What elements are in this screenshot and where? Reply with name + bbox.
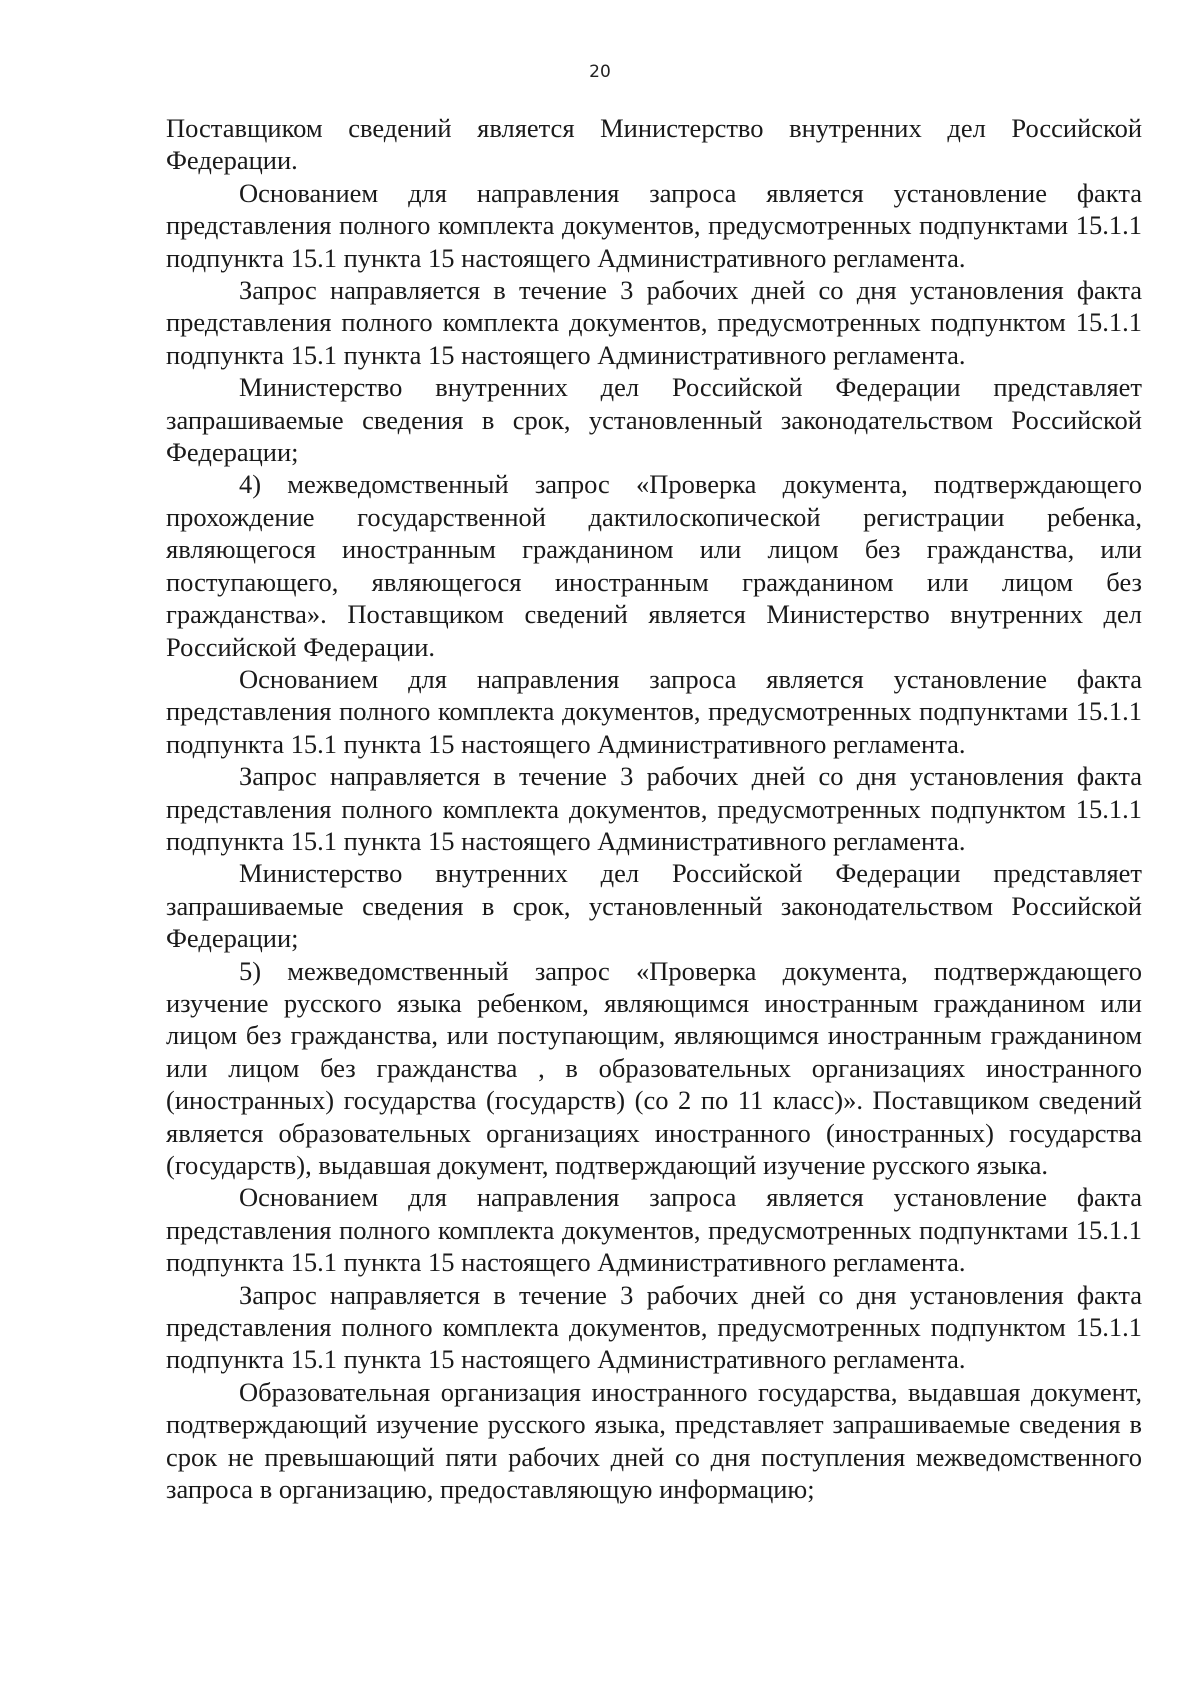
paragraph: Запрос направляется в течение 3 рабочих дней со дня установления факта представления полного комплекта документов, предусмотренных подпунктом 15.1.1 подпункта 15.1 пункта 15 настоящего Административного регламента. <box>166 1279 1142 1375</box>
paragraph: 4) межведомственный запрос «Проверка документа, подтверждающего прохождение государственной дактилоскопической регистрации ребенка, являющегося иностранным гражданином или лицом без гражданства, или поступающего, являющегося иностранным гражданином или лицом без гражданства». Поставщиком сведений является Министерство внутренних дел Российской Федерации. <box>166 469 1142 662</box>
paragraph: Образовательная организация иностранного государства, выдавшая документ, подтверждающий изучение русского языка, представляет запрашиваемые сведения в срок не превышающий пяти рабочих дней со дня поступления межведомственного запроса в организацию, предоставляющую информацию; <box>166 1376 1142 1505</box>
paragraph: Запрос направляется в течение 3 рабочих дней со дня установления факта представления полного комплекта документов, предусмотренных подпунктом 15.1.1 подпункта 15.1 пункта 15 настоящего Административного регламента. <box>166 761 1142 856</box>
page-number: 20 <box>589 62 611 82</box>
document-body <box>166 112 1142 1505</box>
paragraph: Запрос направляется в течение 3 рабочих дней со дня установления факта представления полного комплекта документов, предусмотренных подпунктом 15.1.1 подпункта 15.1 пункта 15 настоящего Административного регламента. <box>166 275 1142 370</box>
paragraph: Министерство внутренних дел Российской Федерации представляет запрашиваемые сведения в срок, установленный законодательством Российской Федерации; <box>166 372 1142 468</box>
paragraph: 5) межведомственный запрос «Проверка документа, подтверждающего изучение русского языка ребенком, являющимся иностранным гражданином или лицом без гражданства, или поступающим, являющимся иностранным гражданином или лицом без гражданства , в образовательных организациях иностранного (иностранных) государства (государств) (со 2 по 11 класс)». Поставщиком сведений является образовательных организациях иностранного (иностранных) государства (государств), выдавшая документ, подтверждающий изучение русского языка. <box>166 955 1142 1180</box>
paragraph: Основанием для направления запроса является установление факта представления полного комплекта документов, предусмотренных подпунктами 15.1.1 подпункта 15.1 пункта 15 настоящего Административного регламента. <box>166 177 1142 273</box>
paragraph: Поставщиком сведений является Министерство внутренних дел Российской Федерации. <box>166 113 1142 176</box>
paragraph: Министерство внутренних дел Российской Федерации представляет запрашиваемые сведения в срок, установленный законодательством Российской Федерации; <box>166 858 1142 954</box>
paragraph: Основанием для направления запроса является установление факта представления полного комплекта документов, предусмотренных подпунктами 15.1.1 подпункта 15.1 пункта 15 настоящего Административного регламента. <box>166 663 1142 759</box>
paragraph: Основанием для направления запроса является установление факта представления полного комплекта документов, предусмотренных подпунктами 15.1.1 подпункта 15.1 пункта 15 настоящего Административного регламента. <box>166 1182 1142 1278</box>
